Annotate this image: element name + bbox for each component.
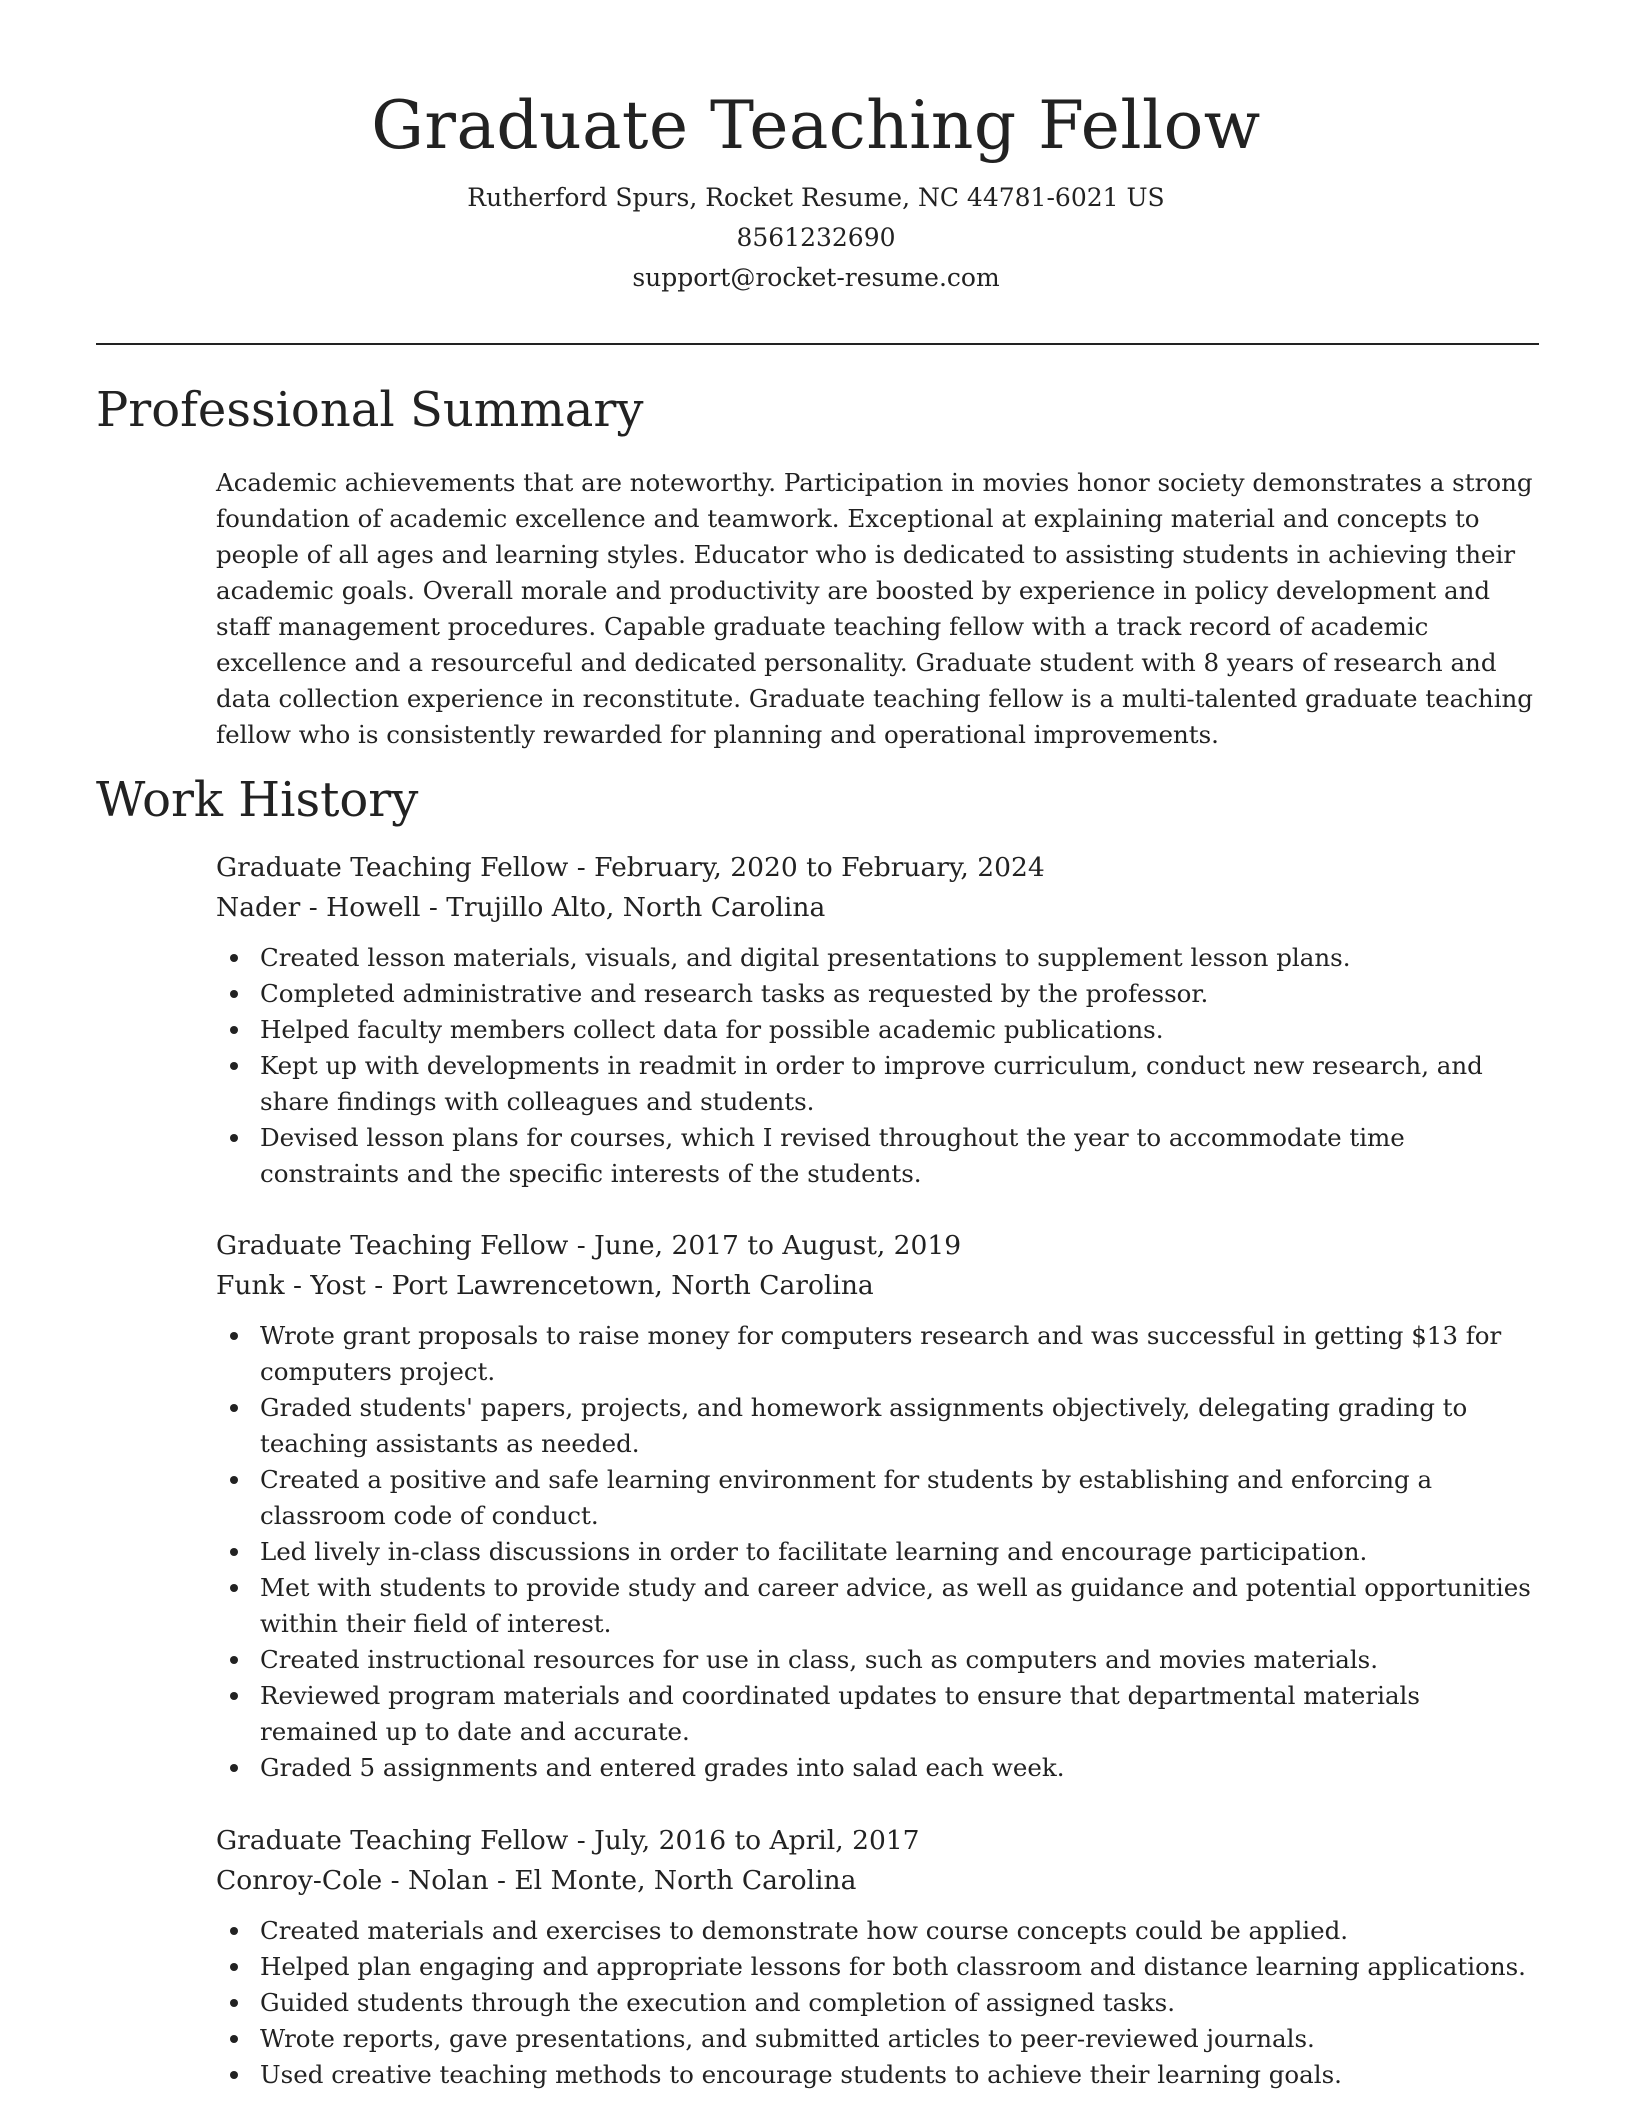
job-company-line xyxy=(216,888,1541,928)
job-bullet: Helped plan engaging and appropriate lessons for both classroom and distance learning applications. xyxy=(260,1949,1541,1985)
job-bullet: Reviewed program materials and coordinated updates to ensure that departmental materials remained up to date and accurate. xyxy=(260,1678,1541,1750)
job-bullet-list xyxy=(216,1318,1541,1786)
job-bullet: Completed administrative and research tasks as requested by the professor. xyxy=(260,976,1541,1012)
job-bullet: Created a positive and safe learning environment for students by establishing and enforcing a classroom code of conduct. xyxy=(260,1462,1541,1534)
job-dates: - July, 2016 to April, 2017 xyxy=(568,1825,920,1856)
job-bullet: Wrote grant proposals to raise money for computers research and was successful in getting $13 for computers project. xyxy=(260,1318,1541,1390)
job-bullet-list xyxy=(216,940,1541,1192)
job-bullet: Wrote reports, gave presentations, and submitted articles to peer-reviewed journals. xyxy=(260,2021,1541,2057)
job-bullet: Led lively in-class discussions in order to facilitate learning and encourage participation. xyxy=(260,1534,1541,1570)
phone-text: 8561232690 xyxy=(736,223,896,252)
contact-block xyxy=(0,178,1632,298)
job-title-line xyxy=(216,1821,1541,1861)
job-bullet: Met with students to provide study and career advice, as well as guidance and potential opportunities within their field of interest. xyxy=(260,1570,1541,1642)
job-bullet: Graded students' papers, projects, and homework assignments objectively, delegating grading to teaching assistants as needed. xyxy=(260,1390,1541,1462)
resume-header xyxy=(0,0,1632,298)
job-company-line xyxy=(216,1861,1541,1901)
job-bullet: Created lesson materials, visuals, and digital presentations to supplement lesson plans. xyxy=(260,940,1541,976)
job-company: Conroy-Cole - Nolan xyxy=(216,1865,489,1896)
job-dates: - February, 2020 to February, 2024 xyxy=(568,852,1045,883)
job-role: Graduate Teaching Fellow xyxy=(216,852,569,883)
job-company: Nader - Howell xyxy=(216,892,421,923)
job-bullet: Created materials and exercises to demonstrate how course concepts could be applied. xyxy=(260,1913,1541,1949)
summary-text: Academic achievements that are noteworthy. Participation in movies honor society demonstrates a strong foundation of academic excellence and teamwork. Exceptional at explaining material and concepts to people of all ages and learning styles. Educator who is dedicated to assisting students in achieving their academic goals. Overall morale and productivity are boosted by experience in policy development and staff management procedures. Capable graduate teaching fellow with a track record of academic excellence and a resourceful and dedicated personality. Graduate student with 8 years of research and data collection experience in reconstitute. Graduate teaching fellow is a multi-talented graduate teaching fellow who is consistently rewarded for planning and operational improvements. xyxy=(216,468,1533,749)
job-role: Graduate Teaching Fellow xyxy=(216,1825,569,1856)
summary-heading: Professional Summary xyxy=(96,382,644,438)
job-bullet: Devised lesson plans for courses, which I revised throughout the year to accommodate time constraints and the specific interests of the students. xyxy=(260,1120,1541,1192)
job-location: - El Monte, North Carolina xyxy=(488,1865,857,1896)
job-entry xyxy=(216,1821,1541,2093)
job-bullet-list xyxy=(216,1913,1541,2093)
job-location: - Trujillo Alto, North Carolina xyxy=(420,892,826,923)
job-dates: - June, 2017 to August, 2019 xyxy=(568,1230,962,1261)
job-bullet: Guided students through the execution and completion of assigned tasks. xyxy=(260,1985,1541,2021)
address-text: Rutherford Spurs, Rocket Resume, NC 44781-6021 US xyxy=(467,183,1165,212)
header-divider xyxy=(96,343,1539,345)
job-title-line xyxy=(216,1226,1541,1266)
job-bullet: Graded 5 assignments and entered grades into salad each week. xyxy=(260,1750,1541,1786)
job-role: Graduate Teaching Fellow xyxy=(216,1230,569,1261)
job-title-line xyxy=(216,848,1541,888)
work-history-heading: Work History xyxy=(96,772,419,828)
resume-name: Graduate Teaching Fellow xyxy=(371,87,1261,164)
job-location: - Port Lawrencetown, North Carolina xyxy=(365,1270,874,1301)
job-company: Funk - Yost xyxy=(216,1270,366,1301)
job-bullet: Helped faculty members collect data for possible academic publications. xyxy=(260,1012,1541,1048)
job-entry xyxy=(216,848,1541,1192)
email-text: support@rocket-resume.com xyxy=(632,263,1000,292)
job-company-line xyxy=(216,1266,1541,1306)
job-bullet: Kept up with developments in readmit in order to improve curriculum, conduct new research, and share findings with colleagues and students. xyxy=(260,1048,1541,1120)
job-entry xyxy=(216,1226,1541,1786)
job-bullet: Used creative teaching methods to encourage students to achieve their learning goals. xyxy=(260,2057,1541,2093)
job-bullet: Created instructional resources for use in class, such as computers and movies materials. xyxy=(260,1642,1541,1678)
